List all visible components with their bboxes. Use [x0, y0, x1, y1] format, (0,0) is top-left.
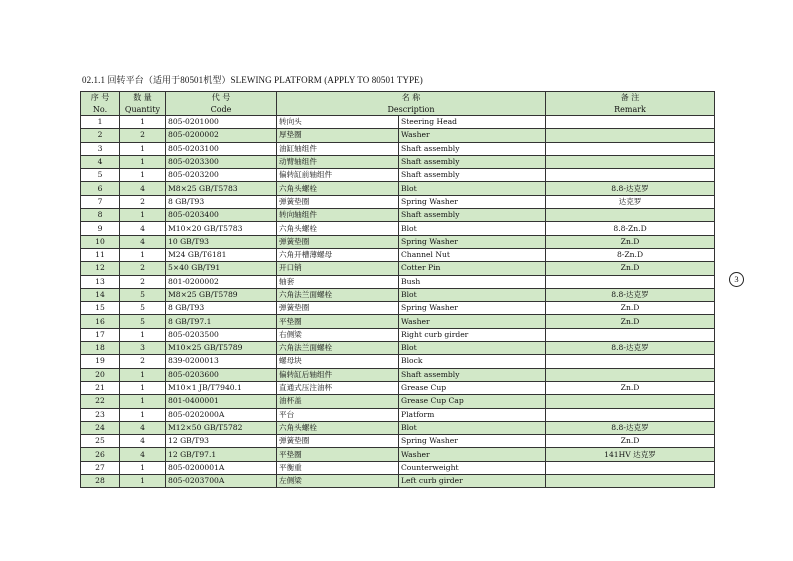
- cell-remark: 8.8-达克罗: [546, 421, 715, 434]
- cell-remark: [546, 142, 715, 155]
- cell-name-en: Right curb girder: [399, 328, 546, 341]
- cell-quantity: 4: [120, 182, 166, 195]
- cell-quantity: 1: [120, 155, 166, 168]
- table-row: [81, 129, 715, 142]
- cell-code: 839-0200013: [166, 355, 277, 368]
- table-row: [81, 235, 715, 248]
- cell-remark: 8.8-达克罗: [546, 182, 715, 195]
- table-header: [81, 92, 715, 116]
- cell-name-cn: 平垫圈: [277, 448, 399, 461]
- cell-code: M8×25 GB/T5783: [166, 182, 277, 195]
- cell-code: M24 GB/T6181: [166, 248, 277, 261]
- table-row: [81, 169, 715, 182]
- cell-code: 805-0203300: [166, 155, 277, 168]
- table-row: [81, 435, 715, 448]
- cell-remark: [546, 408, 715, 421]
- cell-code: M8×25 GB/T5789: [166, 288, 277, 301]
- table-row: [81, 408, 715, 421]
- cell-remark: [546, 116, 715, 129]
- cell-no: 12: [81, 262, 120, 275]
- cell-remark: 8-Zn.D: [546, 248, 715, 261]
- cell-code: 8 GB/T97.1: [166, 315, 277, 328]
- section-title: 02.1.1 回转平台（适用于80501机型）SLEWING PLATFORM (APPLY TO 80501 TYPE): [82, 75, 423, 85]
- cell-name-cn: 轴套: [277, 275, 399, 288]
- cell-code: 805-0200002: [166, 129, 277, 142]
- cell-name-cn: 开口销: [277, 262, 399, 275]
- parts-table: [80, 91, 715, 488]
- cell-name-cn: 右侧梁: [277, 328, 399, 341]
- table-row: [81, 448, 715, 461]
- cell-name-en: Platform: [399, 408, 546, 421]
- cell-quantity: 5: [120, 315, 166, 328]
- cell-name-cn: 弹簧垫圈: [277, 235, 399, 248]
- cell-remark: 8.8-Zn.D: [546, 222, 715, 235]
- table-row: [81, 262, 715, 275]
- table-row: [81, 116, 715, 129]
- cell-name-en: Channel Nut: [399, 248, 546, 261]
- cell-remark: [546, 275, 715, 288]
- cell-name-cn: 转向轴组件: [277, 209, 399, 222]
- header-description-en: Description: [277, 104, 546, 116]
- cell-name-en: Blot: [399, 421, 546, 434]
- cell-name-cn: 油缸轴组件: [277, 142, 399, 155]
- table-row: [81, 155, 715, 168]
- cell-code: 805-0201000: [166, 116, 277, 129]
- cell-code: 12 GB/T93: [166, 435, 277, 448]
- table-row: [81, 315, 715, 328]
- cell-quantity: 1: [120, 116, 166, 129]
- header-no-en: No.: [81, 104, 120, 116]
- cell-quantity: 3: [120, 342, 166, 355]
- cell-quantity: 2: [120, 262, 166, 275]
- cell-no: 17: [81, 328, 120, 341]
- cell-quantity: 5: [120, 302, 166, 315]
- cell-quantity: 4: [120, 448, 166, 461]
- header-quantity-cn: 数 量: [120, 92, 166, 104]
- cell-quantity: 1: [120, 408, 166, 421]
- cell-name-cn: 六角法兰面螺栓: [277, 342, 399, 355]
- cell-quantity: 2: [120, 275, 166, 288]
- cell-name-en: Shaft assembly: [399, 142, 546, 155]
- cell-no: 24: [81, 421, 120, 434]
- cell-remark: [546, 328, 715, 341]
- cell-name-en: Blot: [399, 342, 546, 355]
- cell-name-en: Shaft assembly: [399, 209, 546, 222]
- cell-name-en: Spring Washer: [399, 302, 546, 315]
- cell-no: 18: [81, 342, 120, 355]
- cell-code: 805-0203500: [166, 328, 277, 341]
- cell-remark: [546, 395, 715, 408]
- cell-no: 10: [81, 235, 120, 248]
- table-row: [81, 302, 715, 315]
- cell-name-cn: 弹簧垫圈: [277, 195, 399, 208]
- cell-no: 4: [81, 155, 120, 168]
- cell-no: 6: [81, 182, 120, 195]
- cell-no: 16: [81, 315, 120, 328]
- table-row: [81, 395, 715, 408]
- cell-name-cn: 直通式压注油杯: [277, 381, 399, 394]
- cell-code: M12×50 GB/T5782: [166, 421, 277, 434]
- cell-code: 805-0203400: [166, 209, 277, 222]
- cell-name-en: Washer: [399, 315, 546, 328]
- cell-remark: [546, 475, 715, 488]
- header-code-cn: 代 号: [166, 92, 277, 104]
- cell-name-cn: 螺母块: [277, 355, 399, 368]
- cell-no: 13: [81, 275, 120, 288]
- cell-remark: [546, 355, 715, 368]
- table-row: [81, 342, 715, 355]
- cell-no: 26: [81, 448, 120, 461]
- cell-no: 1: [81, 116, 120, 129]
- cell-quantity: 1: [120, 248, 166, 261]
- cell-name-en: Grease Cup Cap: [399, 395, 546, 408]
- cell-code: 801-0200002: [166, 275, 277, 288]
- cell-quantity: 1: [120, 169, 166, 182]
- cell-code: 805-0203700A: [166, 475, 277, 488]
- cell-remark: Zn.D: [546, 381, 715, 394]
- table-row: [81, 461, 715, 474]
- table-row: [81, 209, 715, 222]
- cell-no: 15: [81, 302, 120, 315]
- header-code-en: Code: [166, 104, 277, 116]
- cell-code: 5×40 GB/T91: [166, 262, 277, 275]
- table-row: [81, 182, 715, 195]
- cell-name-en: Spring Washer: [399, 435, 546, 448]
- header-quantity-en: Quantity: [120, 104, 166, 116]
- table-row: [81, 195, 715, 208]
- cell-quantity: 1: [120, 328, 166, 341]
- table-row: [81, 475, 715, 488]
- cell-code: 805-0200001A: [166, 461, 277, 474]
- cell-no: 28: [81, 475, 120, 488]
- table-row: [81, 381, 715, 394]
- cell-name-cn: 平衡重: [277, 461, 399, 474]
- cell-remark: [546, 368, 715, 381]
- cell-code: 801-0400001: [166, 395, 277, 408]
- table-body: [81, 116, 715, 488]
- cell-quantity: 2: [120, 355, 166, 368]
- cell-quantity: 1: [120, 461, 166, 474]
- cell-no: 2: [81, 129, 120, 142]
- cell-name-cn: 左侧梁: [277, 475, 399, 488]
- cell-name-en: Steering Head: [399, 116, 546, 129]
- cell-name-cn: 厚垫圈: [277, 129, 399, 142]
- header-row-chinese: [81, 92, 715, 104]
- cell-code: 805-0203200: [166, 169, 277, 182]
- cell-no: 3: [81, 142, 120, 155]
- table-row: [81, 328, 715, 341]
- cell-quantity: 5: [120, 288, 166, 301]
- cell-code: 805-0202000A: [166, 408, 277, 421]
- cell-name-en: Blot: [399, 182, 546, 195]
- cell-name-cn: 六角开槽薄螺母: [277, 248, 399, 261]
- table-row: [81, 222, 715, 235]
- cell-code: M10×20 GB/T5783: [166, 222, 277, 235]
- cell-remark: Zn.D: [546, 315, 715, 328]
- cell-name-cn: 动臂轴组件: [277, 155, 399, 168]
- cell-name-en: Grease Cup: [399, 381, 546, 394]
- cell-name-en: Shaft assembly: [399, 368, 546, 381]
- cell-name-cn: 平垫圈: [277, 315, 399, 328]
- cell-quantity: 2: [120, 129, 166, 142]
- header-remark-cn: 备 注: [546, 92, 715, 104]
- cell-remark: 141HV 达克罗: [546, 448, 715, 461]
- cell-name-en: Blot: [399, 222, 546, 235]
- cell-name-cn: 弹簧垫圈: [277, 302, 399, 315]
- cell-no: 11: [81, 248, 120, 261]
- cell-remark: 8.8-达克罗: [546, 288, 715, 301]
- cell-no: 22: [81, 395, 120, 408]
- cell-code: 12 GB/T97.1: [166, 448, 277, 461]
- cell-name-en: Block: [399, 355, 546, 368]
- cell-code: 10 GB/T93: [166, 235, 277, 248]
- cell-no: 21: [81, 381, 120, 394]
- cell-no: 5: [81, 169, 120, 182]
- cell-name-en: Shaft assembly: [399, 169, 546, 182]
- cell-remark: Zn.D: [546, 435, 715, 448]
- cell-name-cn: 偏转缸前轴组件: [277, 169, 399, 182]
- header-remark-en: Remark: [546, 104, 715, 116]
- cell-name-cn: 油杯盖: [277, 395, 399, 408]
- cell-name-en: Shaft assembly: [399, 155, 546, 168]
- cell-code: M10×25 GB/T5789: [166, 342, 277, 355]
- cell-quantity: 2: [120, 195, 166, 208]
- cell-code: 805-0203100: [166, 142, 277, 155]
- table-row: [81, 368, 715, 381]
- cell-code: M10×1 JB/T7940.1: [166, 381, 277, 394]
- cell-name-en: Bush: [399, 275, 546, 288]
- cell-remark: 8.8-达克罗: [546, 342, 715, 355]
- cell-remark: 达克罗: [546, 195, 715, 208]
- cell-name-en: Spring Washer: [399, 235, 546, 248]
- cell-quantity: 4: [120, 421, 166, 434]
- cell-code: 805-0203600: [166, 368, 277, 381]
- cell-quantity: 4: [120, 235, 166, 248]
- cell-no: 25: [81, 435, 120, 448]
- cell-no: 19: [81, 355, 120, 368]
- cell-no: 9: [81, 222, 120, 235]
- cell-quantity: 1: [120, 395, 166, 408]
- cell-quantity: 1: [120, 209, 166, 222]
- page-number-circle: 3: [729, 272, 744, 287]
- cell-no: 20: [81, 368, 120, 381]
- cell-no: 14: [81, 288, 120, 301]
- cell-no: 8: [81, 209, 120, 222]
- cell-remark: [546, 155, 715, 168]
- cell-name-en: Washer: [399, 448, 546, 461]
- cell-code: 8 GB/T93: [166, 302, 277, 315]
- cell-no: 23: [81, 408, 120, 421]
- cell-remark: [546, 209, 715, 222]
- table-row: [81, 248, 715, 261]
- cell-name-en: Counterweight: [399, 461, 546, 474]
- cell-name-cn: 六角头螺栓: [277, 222, 399, 235]
- cell-name-en: Cotter Pin: [399, 262, 546, 275]
- cell-remark: Zn.D: [546, 302, 715, 315]
- cell-name-cn: 转向头: [277, 116, 399, 129]
- cell-name-cn: 六角头螺栓: [277, 182, 399, 195]
- table-row: [81, 275, 715, 288]
- cell-quantity: 4: [120, 222, 166, 235]
- cell-no: 7: [81, 195, 120, 208]
- cell-quantity: 1: [120, 142, 166, 155]
- table-row: [81, 288, 715, 301]
- header-no-cn: 序 号: [81, 92, 120, 104]
- cell-quantity: 1: [120, 381, 166, 394]
- table-row: [81, 142, 715, 155]
- header-description-cn: 名 称: [277, 92, 546, 104]
- cell-no: 27: [81, 461, 120, 474]
- table-row: [81, 421, 715, 434]
- cell-code: 8 GB/T93: [166, 195, 277, 208]
- cell-name-cn: 平台: [277, 408, 399, 421]
- cell-name-en: Blot: [399, 288, 546, 301]
- table-row: [81, 355, 715, 368]
- cell-remark: Zn.D: [546, 235, 715, 248]
- cell-quantity: 1: [120, 368, 166, 381]
- cell-name-cn: 六角法兰面螺栓: [277, 288, 399, 301]
- cell-remark: [546, 461, 715, 474]
- cell-name-cn: 六角头螺栓: [277, 421, 399, 434]
- cell-quantity: 4: [120, 435, 166, 448]
- cell-name-en: Washer: [399, 129, 546, 142]
- cell-name-en: Spring Washer: [399, 195, 546, 208]
- cell-name-cn: 偏转缸后轴组件: [277, 368, 399, 381]
- cell-remark: [546, 169, 715, 182]
- cell-remark: [546, 129, 715, 142]
- cell-name-en: Left curb girder: [399, 475, 546, 488]
- header-row-english: [81, 104, 715, 116]
- cell-quantity: 1: [120, 475, 166, 488]
- cell-name-cn: 弹簧垫圈: [277, 435, 399, 448]
- cell-remark: Zn.D: [546, 262, 715, 275]
